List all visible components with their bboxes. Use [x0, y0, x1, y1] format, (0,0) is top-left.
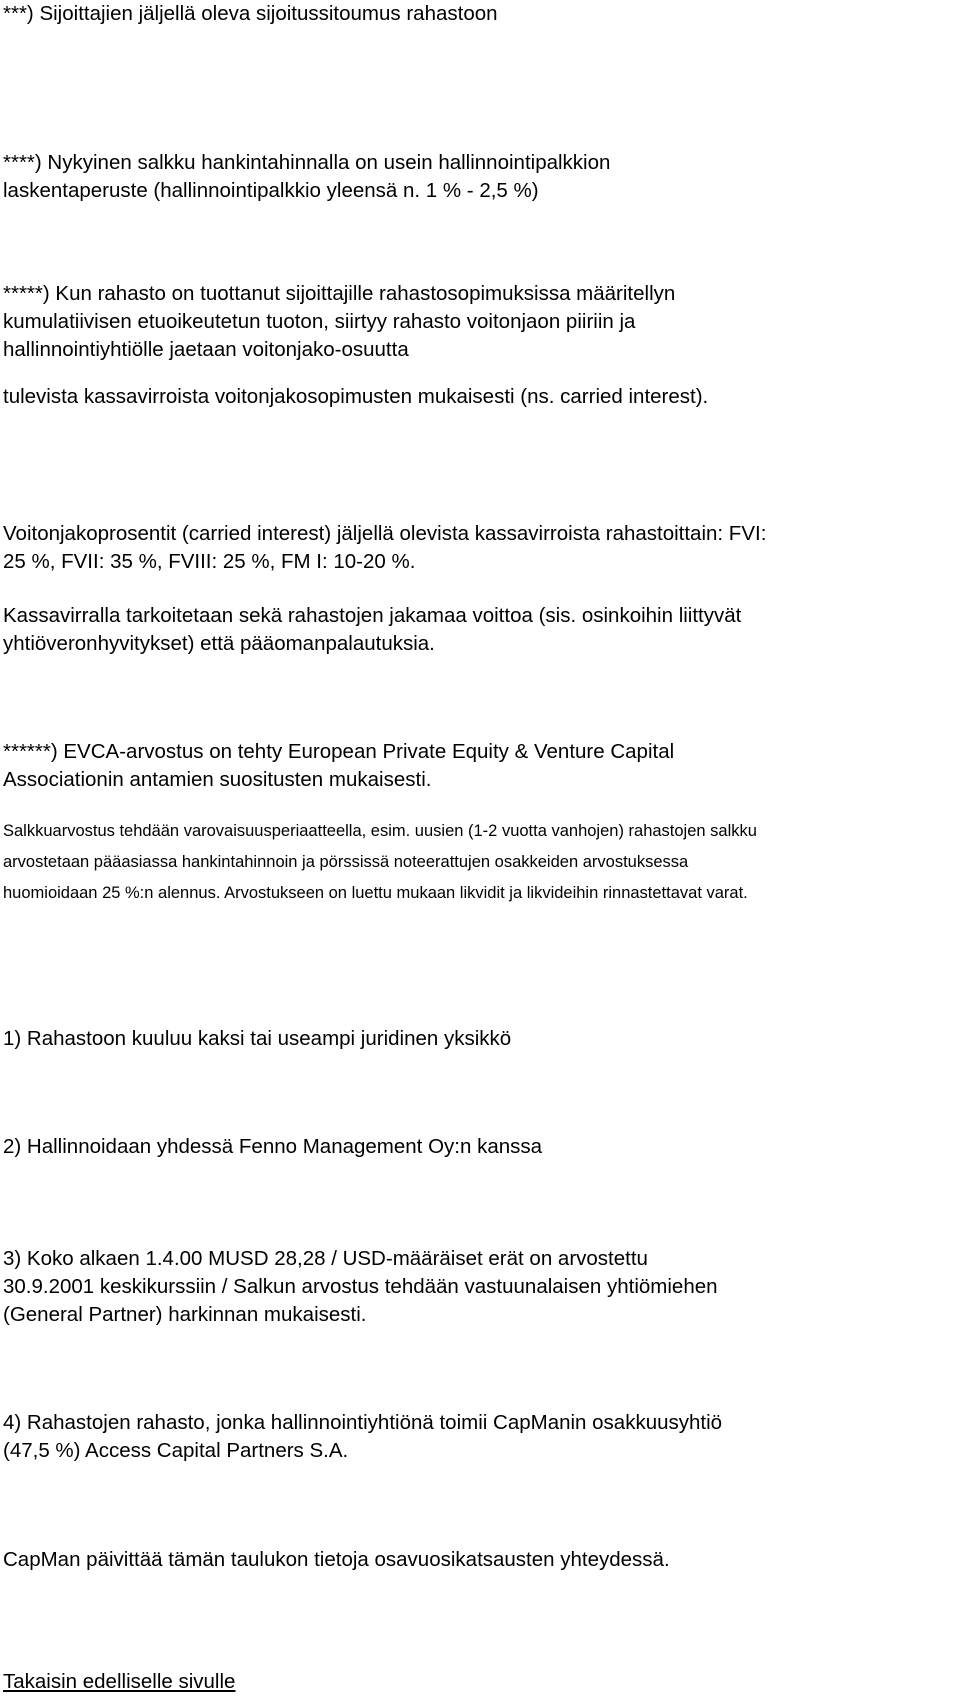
footnote-1-text: 1) Rahastoon kuuluu kaksi tai useampi juridinen yksikkö	[3, 1027, 512, 1050]
footnote-2-text: 2) Hallinnoidaan yhdessä Fenno Management Oy:n kanssa	[3, 1135, 543, 1158]
footnote-4-line-1: 4) Rahastojen rahasto, jonka hallinnointiyhtiönä toimii CapManin osakkuusyhtiö	[3, 1411, 723, 1434]
note-3-text: ***) Sijoittajien jäljellä oleva sijoitussitoumus rahastoon	[3, 2, 498, 25]
footnote-3-line-2: 30.9.2001 keskikurssiin / Salkun arvostus tehdään vastuunalaisen yhtiömiehen	[3, 1275, 718, 1298]
footnote-3-line-3: (General Partner) harkinnan mukaisesti.	[3, 1303, 367, 1326]
update-note	[3, 1546, 670, 1574]
valuation-line-3: huomioidaan 25 %:n alennus. Arvostukseen on luettu mukaan likvidit ja likvideihin rinnastettavat varat.	[3, 884, 748, 902]
note-5-continuation	[3, 383, 708, 411]
footnote-3	[3, 1245, 718, 1329]
footnote-2	[3, 1133, 542, 1161]
note-4-line-1: ****) Nykyinen salkku hankintahinnalla on usein hallinnointipalkkion	[3, 151, 611, 174]
note-4-line-2: laskentaperuste (hallinnointipalkkio yleensä n. 1 % - 2,5 %)	[3, 179, 539, 202]
note-5-line-3: hallinnointiyhtiölle jaetaan voitonjako-osuutta	[3, 338, 409, 361]
note-5	[3, 280, 675, 364]
note-6-line-2: Associationin antamien suositusten mukaisesti.	[3, 768, 432, 791]
cashflow-definition-line-2: yhtiöveronhyvitykset) että pääomanpalautuksia.	[3, 632, 435, 655]
update-note-text: CapMan päivittää tämän taulukon tietoja osavuosikatsausten yhteydessä.	[3, 1548, 670, 1571]
carried-interest-line-1: Voitonjakoprosentit (carried interest) jäljellä olevista kassavirroista rahastoittain: FVI:	[3, 522, 767, 545]
note-6-line-1: ******) EVCA-arvostus on tehty European Private Equity & Venture Capital	[3, 740, 675, 763]
cashflow-definition	[3, 602, 741, 658]
footnote-4-line-2: (47,5 %) Access Capital Partners S.A.	[3, 1439, 349, 1462]
footnote-3-line-1: 3) Koko alkaen 1.4.00 MUSD 28,28 / USD-määräiset erät on arvostettu	[3, 1247, 648, 1270]
note-3	[3, 0, 498, 28]
valuation-paragraph	[3, 816, 757, 909]
note-4	[3, 149, 610, 205]
note-5-continuation-text: tulevista kassavirroista voitonjakosopimusten mukaisesti (ns. carried interest).	[3, 385, 709, 408]
valuation-line-2: arvostetaan pääasiassa hankintahinnoin ja pörssissä noteerattujen osakkeiden arvostuksessa	[3, 853, 689, 871]
carried-interest-line-2: 25 %, FVII: 35 %, FVIII: 25 %, FM I: 10-20 %.	[3, 550, 416, 573]
footnote-4	[3, 1409, 722, 1465]
note-6	[3, 738, 674, 794]
back-link[interactable]: Takaisin edelliselle sivulle	[3, 1670, 236, 1693]
back-link-container	[3, 1668, 235, 1696]
carried-interest-paragraph	[3, 520, 766, 576]
note-5-line-2: kumulatiivisen etuoikeutetun tuoton, siirtyy rahasto voitonjaon piiriin ja	[3, 310, 636, 333]
valuation-line-1: Salkkuarvostus tehdään varovaisuusperiaatteella, esim. uusien (1-2 vuotta vanhojen) rahastojen salkku	[3, 822, 757, 840]
note-5-line-1: *****) Kun rahasto on tuottanut sijoittajille rahastosopimuksissa määritellyn	[3, 282, 676, 305]
cashflow-definition-line-1: Kassavirralla tarkoitetaan sekä rahastojen jakamaa voittoa (sis. osinkoihin liittyvät	[3, 604, 742, 627]
footnote-1	[3, 1025, 511, 1053]
